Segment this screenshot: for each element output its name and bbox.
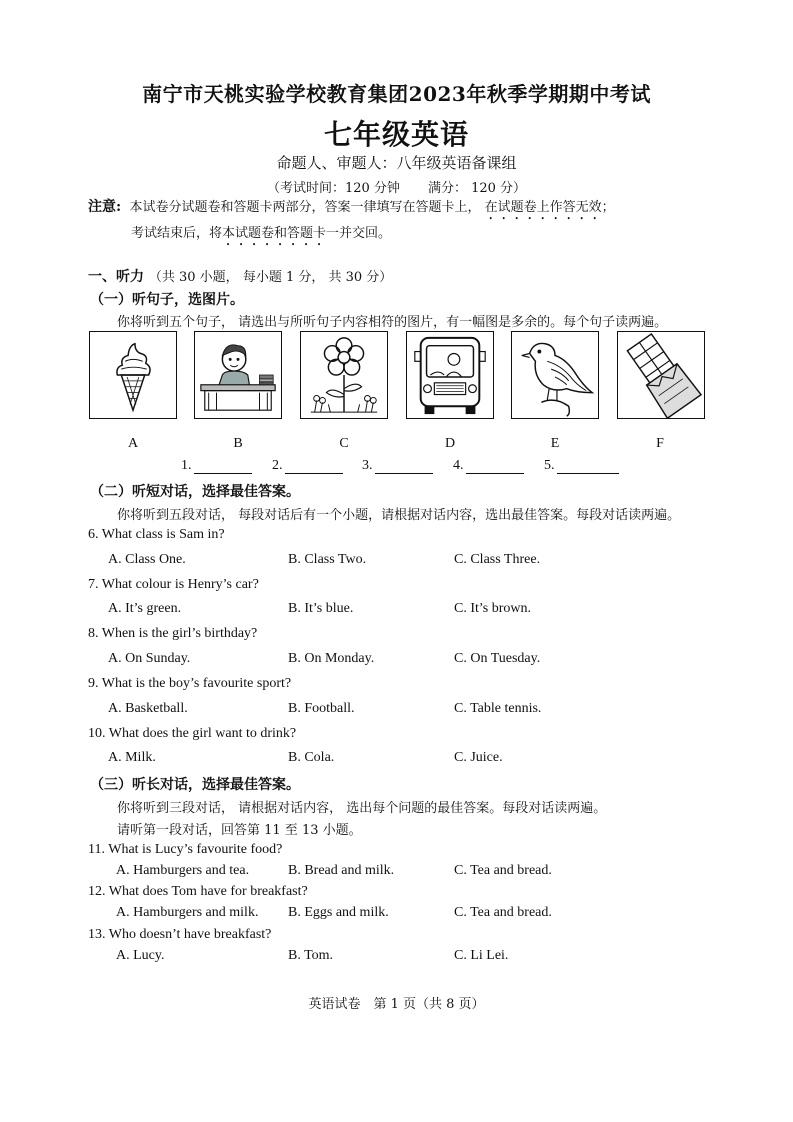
option-a: A. On Sunday. <box>108 651 191 666</box>
part2-instruction: 你将听到五段对话， 每段对话后有一个小题，请根据对话内容，选出最佳答案。每段对话读两遍。 <box>117 508 681 523</box>
option-b: B. On Monday. <box>288 651 375 666</box>
option-b: B. Eggs and milk. <box>288 905 389 920</box>
picture-label: C <box>339 436 349 451</box>
part2-heading: （二）听短对话，选择最佳答案。 <box>90 484 300 500</box>
answer-blank[interactable] <box>544 458 619 474</box>
option-a: A. Hamburgers and tea. <box>116 863 250 878</box>
option-b: B. Bread and milk. <box>288 863 395 878</box>
notice-text-2b: 本试题卷和答题卡 <box>222 226 327 241</box>
bird-icon <box>512 332 598 418</box>
notice-text-2a: 考试结束后，将 <box>131 226 223 241</box>
notice-text-1a: 本试卷分试题卷和答题卡两部分，答案一律填写在答题卡上， <box>129 200 481 215</box>
option-a: A. Hamburgers and milk. <box>116 905 259 920</box>
notice-text-2c: 一并交回。 <box>326 226 392 241</box>
picture-label: A <box>127 436 139 451</box>
option-c: C. Tea and bread. <box>454 863 552 878</box>
exam-meta <box>0 177 793 196</box>
blank-number: 3. <box>362 458 373 473</box>
part3-heading: （三）听长对话，选择最佳答案。 <box>90 777 300 793</box>
option-b: B. It’s blue. <box>288 601 354 616</box>
part3-instruction-2: 请听第一段对话，回答第 11 至 13 小题。 <box>117 823 362 838</box>
picture-e <box>511 331 599 419</box>
question-11: 11. What is Lucy’s favourite food? <box>88 842 283 857</box>
picture-label: D <box>444 436 456 451</box>
option-c: C. Li Lei. <box>454 948 509 963</box>
page-footer: 英语试卷 第 1 页（共 8 页） <box>308 997 485 1012</box>
option-a: A. Milk. <box>108 750 156 765</box>
answer-blank[interactable] <box>272 458 343 474</box>
option-b: B. Tom. <box>288 948 334 963</box>
option-b: B. Cola. <box>288 750 335 765</box>
exam-title: 南宁市天桃实验学校教育集团2023年秋季学期期中考试 <box>142 82 651 106</box>
blank-number: 5. <box>544 458 555 473</box>
answer-blank[interactable] <box>362 458 433 474</box>
question-12: 12. What does Tom have for breakfast? <box>88 884 308 899</box>
option-c: C. Juice. <box>454 750 503 765</box>
section-title: 一、听力 <box>88 269 144 285</box>
notice-text-1b: 在试题卷上作答无效； <box>484 200 615 215</box>
option-c: C. Table tennis. <box>454 701 542 716</box>
blank-number: 1. <box>181 458 192 473</box>
option-b: B. Football. <box>288 701 355 716</box>
full-score: 满分： 120 分） <box>427 181 527 196</box>
answer-blank[interactable] <box>453 458 524 474</box>
picture-b <box>194 331 282 419</box>
bus-icon <box>407 332 493 418</box>
notice-line-2 <box>131 222 391 249</box>
section-listening-heading <box>88 266 392 286</box>
option-a: A. Lucy. <box>116 948 165 963</box>
chocolate-icon <box>618 332 704 418</box>
picture-label: B <box>233 436 243 451</box>
blank-number: 2. <box>272 458 283 473</box>
picture-label: F <box>656 436 664 451</box>
section-score: （共 30 小题， 每小题 1 分， 共 30 分） <box>148 270 393 285</box>
option-a: A. It’s green. <box>108 601 182 616</box>
notice-line-1 <box>88 196 615 223</box>
question-6: 6. What class is Sam in? <box>88 527 225 542</box>
option-c: C. Class Three. <box>454 552 541 567</box>
option-c: C. Tea and bread. <box>454 905 552 920</box>
part1-heading: （一）听句子，选图片。 <box>90 292 244 308</box>
ice-cream-icon <box>90 332 176 418</box>
exam-subject: 七年级英语 <box>323 118 469 151</box>
exam-authors: 命题人、审题人：八年级英语备课组 <box>276 154 517 172</box>
notice-label: 注意: <box>88 199 122 215</box>
picture-f <box>617 331 705 419</box>
part3-instruction-1: 你将听到三段对话， 请根据对话内容， 选出每个问题的最佳答案。每段对话读两遍。 <box>117 801 607 816</box>
question-9: 9. What is the boy’s favourite sport? <box>88 676 292 691</box>
question-8: 8. When is the girl’s birthday? <box>88 626 258 641</box>
question-10: 10. What does the girl want to drink? <box>88 726 297 741</box>
flower-icon <box>301 332 387 418</box>
part1-instruction: 你将听到五个句子， 请选出与所听句子内容相符的图片，有一幅图是多余的。每个句子读两遍。 <box>117 315 668 330</box>
boy-at-desk-icon <box>195 332 281 418</box>
option-c: C. It’s brown. <box>454 601 531 616</box>
answer-blank[interactable] <box>181 458 252 474</box>
option-a: A. Basketball. <box>108 701 188 716</box>
option-b: B. Class Two. <box>288 552 367 567</box>
question-13: 13. Who doesn’t have breakfast? <box>88 927 272 942</box>
blank-number: 4. <box>453 458 464 473</box>
question-7: 7. What colour is Henry’s car? <box>88 577 259 592</box>
option-a: A. Class One. <box>108 552 186 567</box>
exam-time: （考试时间：120 分钟 <box>266 181 400 196</box>
picture-a <box>89 331 177 419</box>
option-c: C. On Tuesday. <box>454 651 541 666</box>
picture-d <box>406 331 494 419</box>
picture-label: E <box>550 436 560 451</box>
picture-c <box>300 331 388 419</box>
